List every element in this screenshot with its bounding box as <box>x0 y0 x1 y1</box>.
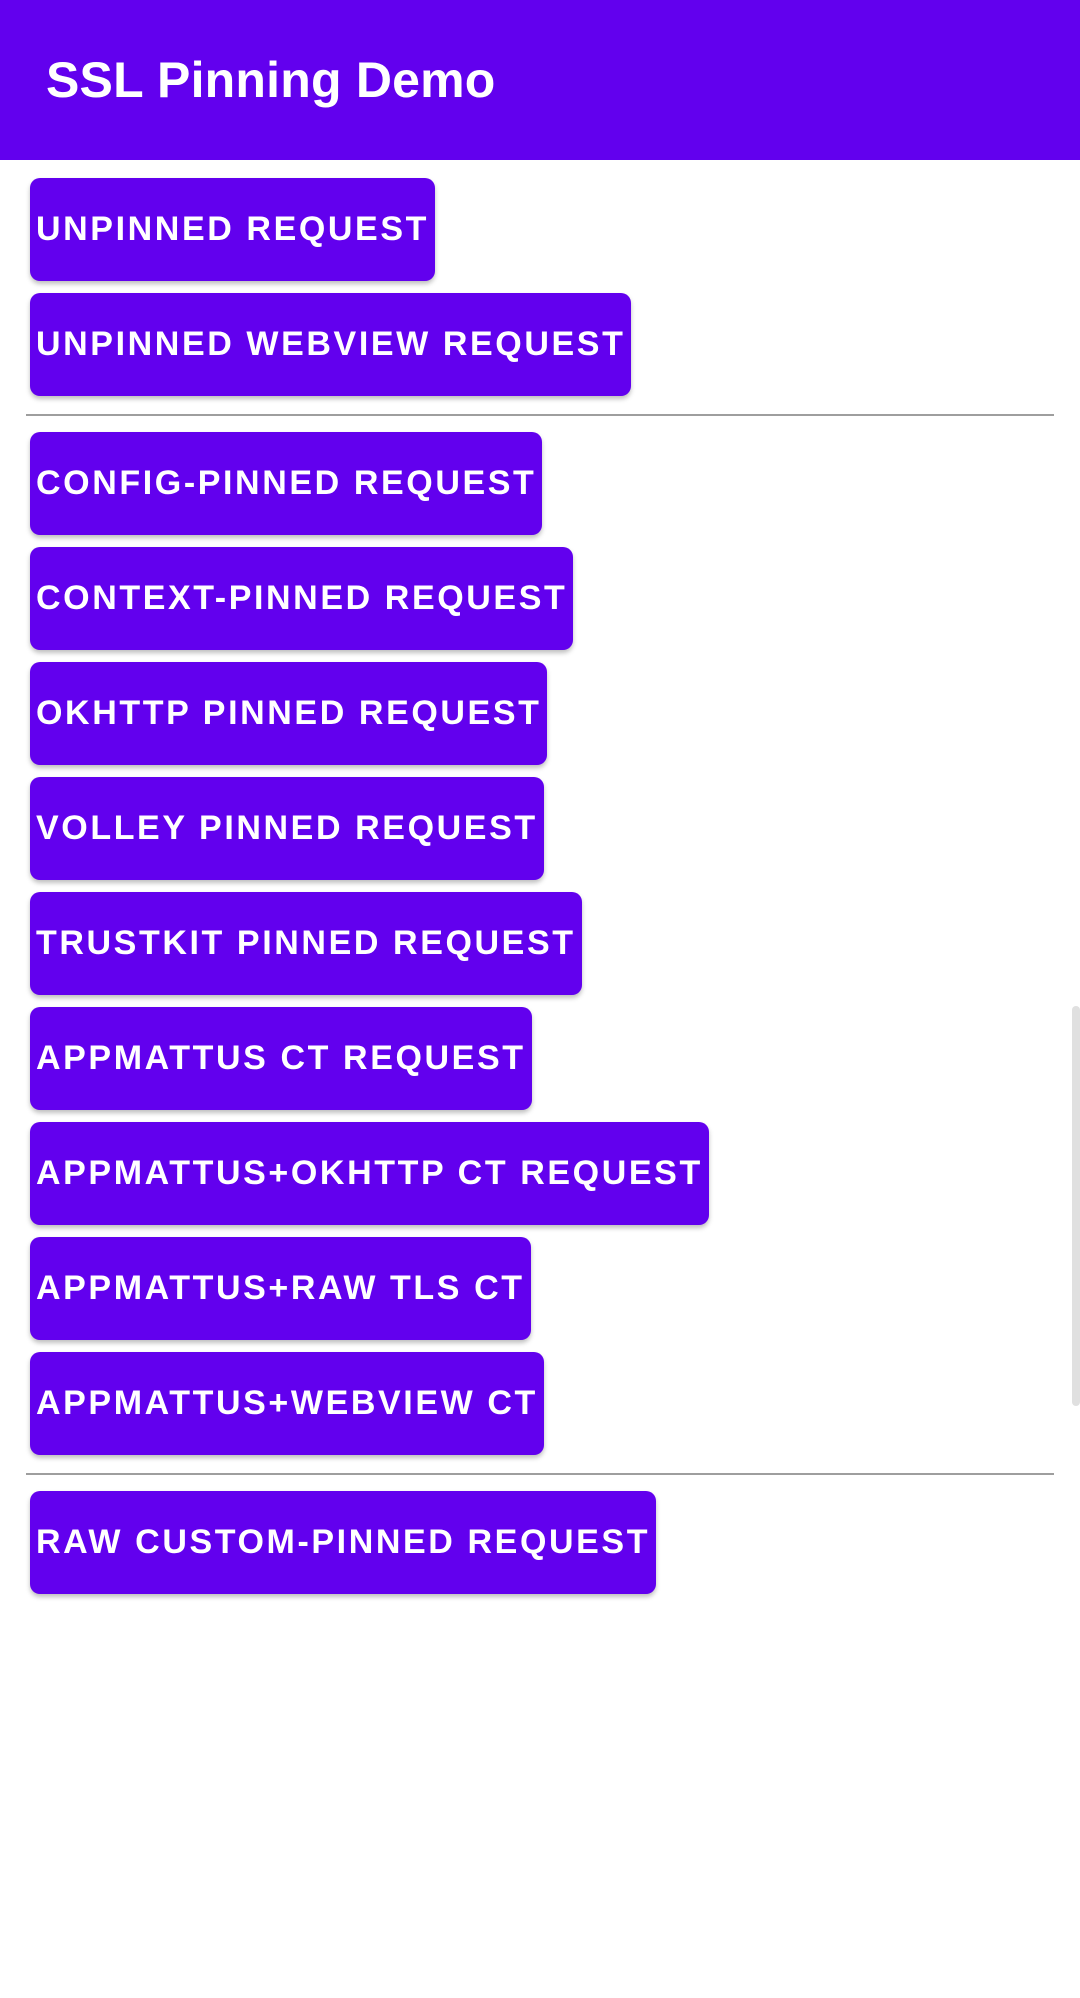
raw-custom-pinned-request-button[interactable]: RAW CUSTOM-PINNED REQUEST <box>30 1491 656 1594</box>
appmattus-raw-tls-ct-button[interactable]: APPMATTUS+RAW TLS CT <box>30 1237 531 1340</box>
context-pinned-request-button[interactable]: CONTEXT-PINNED REQUEST <box>30 547 573 650</box>
trustkit-pinned-request-button[interactable]: TRUSTKIT PINNED REQUEST <box>30 892 582 995</box>
app-bar <box>0 0 1080 160</box>
main-content <box>0 160 1080 1998</box>
appmattus-webview-ct-button[interactable]: APPMATTUS+WEBVIEW CT <box>30 1352 544 1455</box>
volley-pinned-request-button[interactable]: VOLLEY PINNED REQUEST <box>30 777 544 880</box>
unpinned-request-button[interactable]: UNPINNED REQUEST <box>30 178 435 281</box>
okhttp-pinned-request-button[interactable]: OKHTTP PINNED REQUEST <box>30 662 547 765</box>
section-divider-2 <box>26 1473 1054 1475</box>
config-pinned-request-button[interactable]: CONFIG-PINNED REQUEST <box>30 432 542 535</box>
appmattus-okhttp-ct-request-button[interactable]: APPMATTUS+OKHTTP CT REQUEST <box>30 1122 709 1225</box>
vertical-scrollbar[interactable] <box>1072 1006 1080 1406</box>
appmattus-ct-request-button[interactable]: APPMATTUS CT REQUEST <box>30 1007 532 1110</box>
unpinned-webview-request-button[interactable]: UNPINNED WEBVIEW REQUEST <box>30 293 631 396</box>
page-title: SSL Pinning Demo <box>46 52 496 108</box>
section-divider-1 <box>26 414 1054 416</box>
